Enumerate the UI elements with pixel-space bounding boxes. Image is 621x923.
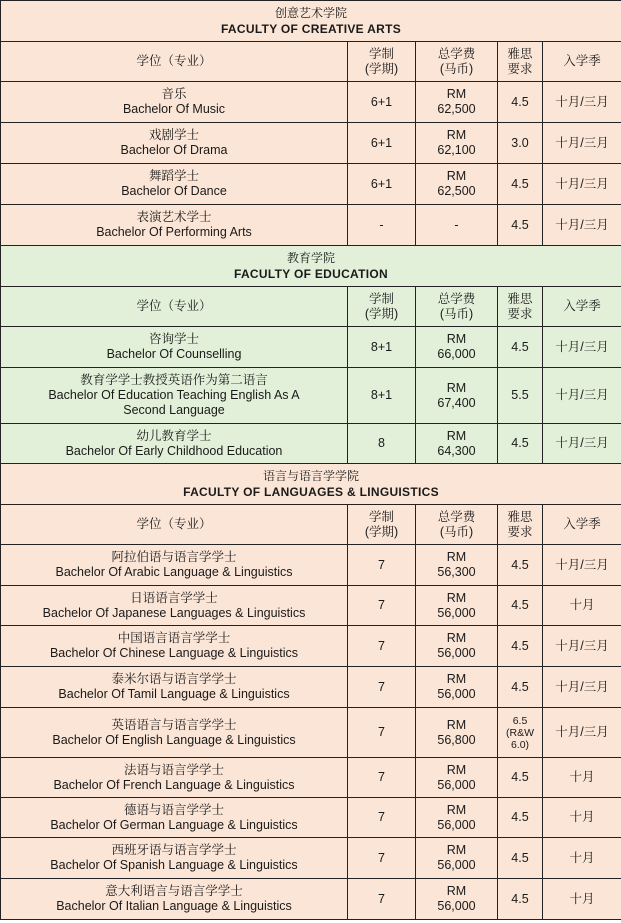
semesters-value: 7: [378, 557, 385, 572]
program-intake: [543, 545, 621, 586]
header-semesters: [348, 287, 416, 327]
program-row: [1, 586, 621, 626]
header-semesters: [348, 42, 416, 82]
fee-value: 62,500: [437, 184, 476, 198]
program-intake: [543, 708, 621, 758]
program-name-cn: 音乐: [161, 87, 187, 101]
fee-currency: RM: [446, 169, 467, 183]
program-name-cn: 意大利语言与语言学学士: [105, 884, 243, 898]
program-fee: [416, 626, 498, 667]
intake-value: 十月/三月: [555, 725, 609, 739]
program-name-cn: 教育学学士教授英语作为第二语言: [80, 373, 268, 387]
fee-currency: RM: [446, 550, 467, 564]
program-name-en: Bachelor Of Early Childhood Education: [65, 443, 283, 458]
program-row: [1, 667, 621, 708]
program-name-en: Bachelor Of Drama: [120, 143, 228, 157]
program-row: [1, 798, 621, 838]
program-name-cn: 英语语言与语言学学士: [111, 717, 237, 732]
program-row: [1, 424, 621, 464]
intake-value: 十月/三月: [555, 557, 609, 572]
intake-value: 十月: [569, 891, 595, 906]
program-ielts: [498, 205, 543, 246]
header-fee-line1: 总学费: [437, 509, 476, 524]
ielts-value: 4.5: [511, 850, 529, 865]
program-row: [1, 708, 621, 758]
program-intake: [543, 586, 621, 626]
faculty-title: [1, 1, 621, 42]
semesters-value: 7: [378, 679, 385, 694]
program-intake: [543, 879, 621, 920]
header-semesters-line2: (学期): [364, 524, 399, 539]
program-name-cn: 表演艺术学士: [136, 210, 212, 224]
program-intake: [543, 626, 621, 667]
ielts-value: (R&W: [506, 726, 534, 739]
program-name-cn: 西班牙语与语言学学士: [111, 843, 237, 857]
header-fee: [416, 505, 498, 545]
program-name-en: Bachelor Of Performing Arts: [96, 225, 252, 239]
program-intake: [543, 205, 621, 246]
program-ielts: [498, 626, 543, 667]
header-ielts-line1: 雅思: [507, 46, 533, 61]
faculty-title-cn: 创意艺术学院: [275, 6, 348, 20]
program-semesters: [348, 708, 416, 758]
ielts-value: 4.5: [511, 339, 529, 354]
fee-currency: RM: [446, 428, 467, 443]
header-semesters-line1: 学制: [368, 509, 394, 524]
header-ielts: [498, 287, 543, 327]
program-fee: [416, 424, 498, 464]
program-semesters: [348, 798, 416, 838]
intake-value: 十月/三月: [555, 679, 609, 694]
program-name: [1, 586, 348, 626]
program-row: [1, 879, 621, 920]
program-row: [1, 164, 621, 205]
faculty-title-row: [1, 246, 621, 287]
header-intake-label: 入学季: [563, 54, 601, 68]
program-name: [1, 758, 348, 798]
fee-currency: RM: [446, 332, 467, 346]
program-intake: [543, 758, 621, 798]
program-name-cn: 中国语言语言学学士: [117, 631, 231, 645]
faculty-title-en: FACULTY OF CREATIVE ARTS: [220, 22, 402, 36]
program-fee: [416, 545, 498, 586]
program-ielts: [498, 82, 543, 123]
ielts-value: 6.0): [510, 738, 530, 751]
fee-value: 56,300: [437, 565, 476, 579]
faculty-title-en: FACULTY OF EDUCATION: [234, 267, 388, 281]
fee-currency: RM: [446, 631, 467, 645]
header-fee-line2: (马币): [439, 524, 474, 539]
program-name: [1, 123, 348, 164]
ielts-value: 4.5: [511, 638, 529, 653]
header-fee-line1: 总学费: [437, 291, 476, 306]
intake-value: 十月/三月: [555, 94, 609, 109]
fee-currency: RM: [446, 672, 467, 686]
ielts-value: 4.5: [511, 94, 529, 109]
program-name-en: Bachelor Of Chinese Language & Linguistics: [49, 646, 299, 660]
program-row: [1, 205, 621, 246]
fee-value: 62,500: [437, 102, 476, 116]
program-ielts: [498, 758, 543, 798]
program-row: [1, 327, 621, 368]
program-fee: [416, 164, 498, 205]
program-name-cn: 幼儿教育学士: [136, 428, 212, 443]
program-ielts: [498, 368, 543, 424]
program-name-en: Bachelor Of French Language & Linguistics: [53, 777, 295, 792]
header-degree: [1, 505, 348, 545]
program-ielts: [498, 586, 543, 626]
program-fee: [416, 838, 498, 879]
ielts-value: 4.5: [511, 598, 529, 612]
program-row: [1, 123, 621, 164]
ielts-value: 3.0: [511, 135, 529, 150]
program-semesters: [348, 626, 416, 667]
program-row: [1, 368, 621, 424]
header-intake: [543, 42, 621, 82]
program-fee: [416, 123, 498, 164]
semesters-value: 8+1: [370, 339, 393, 354]
column-header-row: [1, 287, 621, 327]
intake-value: 十月/三月: [555, 388, 609, 402]
program-semesters: [348, 879, 416, 920]
intake-value: 十月/三月: [555, 135, 609, 150]
semesters-value: 7: [378, 850, 385, 865]
program-name-en: Bachelor Of Education Teaching English As A: [48, 388, 300, 402]
header-degree-label: 学位（专业）: [136, 517, 212, 531]
semesters-value: 6+1: [370, 176, 393, 191]
header-ielts-line1: 雅思: [507, 509, 533, 524]
fee-value: 67,400: [437, 395, 476, 410]
ielts-value: 4.5: [511, 679, 529, 694]
header-ielts-line2: 要求: [507, 61, 533, 76]
intake-value: 十月: [569, 770, 595, 784]
header-fee-line2: (马币): [439, 61, 474, 76]
fee-value: 56,000: [437, 646, 476, 660]
header-semesters: [348, 505, 416, 545]
program-name-en: Bachelor Of Japanese Languages & Linguistics: [42, 605, 306, 620]
fee-value: 64,300: [437, 443, 476, 458]
header-ielts-line2: 要求: [507, 524, 533, 539]
faculty-title-cn: 教育学院: [287, 251, 336, 265]
program-name-en: Bachelor Of English Language & Linguistics: [52, 732, 296, 747]
column-header-row: [1, 42, 621, 82]
program-fee: [416, 368, 498, 424]
ielts-value: 4.5: [511, 176, 529, 191]
faculty-title-row: [1, 464, 621, 505]
program-fee: [416, 82, 498, 123]
program-fee: [416, 667, 498, 708]
semesters-value: 7: [378, 891, 385, 906]
program-name-cn: 法语与语言学学士: [123, 762, 224, 777]
program-ielts: [498, 164, 543, 205]
header-semesters-line2: (学期): [364, 61, 399, 76]
program-semesters: [348, 327, 416, 368]
program-name-cn: 德语与语言学学士: [123, 802, 224, 817]
semesters-value: 7: [378, 810, 385, 824]
program-semesters: [348, 667, 416, 708]
header-ielts-line1: 雅思: [507, 291, 533, 306]
program-name-cn: 戏剧学士: [148, 128, 199, 142]
faculty-title-en: FACULTY OF LANGUAGES & LINGUISTICS: [183, 485, 439, 499]
fee-currency: RM: [446, 884, 467, 898]
semesters-value: 8+1: [370, 388, 393, 402]
header-degree: [1, 287, 348, 327]
fee-currency: RM: [446, 762, 467, 777]
fee-currency: RM: [446, 87, 467, 101]
intake-value: 十月/三月: [555, 638, 609, 653]
header-semesters-line2: (学期): [364, 306, 399, 321]
program-ielts: [498, 798, 543, 838]
program-ielts: [498, 123, 543, 164]
program-fee: [416, 708, 498, 758]
semesters-value: 7: [378, 638, 385, 653]
program-ielts: [498, 879, 543, 920]
fee-currency: -: [454, 217, 459, 232]
fee-value: 56,800: [437, 732, 476, 747]
header-intake-label: 入学季: [563, 299, 601, 313]
header-fee-line1: 总学费: [437, 46, 476, 61]
program-name-cn: 日语语言学学士: [130, 590, 218, 605]
program-name-en: Bachelor Of Spanish Language & Linguistics: [50, 858, 298, 872]
ielts-value: 5.5: [511, 388, 529, 402]
header-ielts-line2: 要求: [507, 306, 533, 321]
faculty-title: [1, 246, 621, 287]
program-name-cn: 泰米尔语与语言学学士: [111, 672, 237, 686]
semesters-value: 7: [378, 598, 385, 612]
header-degree-label: 学位（专业）: [136, 54, 212, 68]
program-semesters: [348, 164, 416, 205]
program-row: [1, 838, 621, 879]
semesters-value: 6+1: [370, 135, 393, 150]
header-ielts: [498, 505, 543, 545]
program-semesters: [348, 82, 416, 123]
header-degree-label: 学位（专业）: [136, 299, 212, 313]
program-row: [1, 758, 621, 798]
program-intake: [543, 82, 621, 123]
program-row: [1, 545, 621, 586]
program-intake: [543, 368, 621, 424]
header-degree: [1, 42, 348, 82]
program-row: [1, 82, 621, 123]
column-header-row: [1, 505, 621, 545]
ielts-value: 4.5: [511, 810, 529, 824]
program-intake: [543, 327, 621, 368]
header-fee: [416, 42, 498, 82]
header-fee: [416, 287, 498, 327]
program-name: [1, 545, 348, 586]
intake-value: 十月/三月: [555, 176, 609, 191]
program-semesters: [348, 586, 416, 626]
program-name: [1, 667, 348, 708]
fee-value: 66,000: [437, 347, 476, 361]
program-name: [1, 708, 348, 758]
program-name-en: Bachelor Of Italian Language & Linguistics: [56, 899, 292, 913]
program-name-cn: 舞蹈学士: [148, 169, 199, 183]
program-fee: [416, 879, 498, 920]
program-semesters: [348, 545, 416, 586]
program-name-en: Bachelor Of Dance: [121, 184, 227, 198]
program-name: [1, 424, 348, 464]
program-name: [1, 368, 348, 424]
program-name-en: Second Language: [123, 403, 225, 417]
program-semesters: [348, 123, 416, 164]
fee-currency: RM: [446, 843, 467, 857]
fee-value: 62,100: [437, 143, 476, 157]
program-name-en: Bachelor Of Tamil Language & Linguistics: [58, 687, 290, 701]
fee-currency: RM: [446, 590, 467, 605]
program-intake: [543, 123, 621, 164]
fee-value: 56,000: [437, 605, 476, 620]
program-fee: [416, 758, 498, 798]
header-semesters-line1: 学制: [368, 46, 394, 61]
fee-value: 56,000: [437, 858, 476, 872]
program-name-cn: 咨询学士: [148, 332, 199, 346]
program-name-en: Bachelor Of German Language & Linguistics: [50, 817, 298, 832]
ielts-value: 4.5: [511, 770, 529, 784]
intake-value: 十月/三月: [555, 217, 609, 232]
program-name: [1, 879, 348, 920]
program-ielts: [498, 838, 543, 879]
program-ielts: [498, 667, 543, 708]
program-intake: [543, 667, 621, 708]
program-ielts: [498, 545, 543, 586]
program-ielts: [498, 327, 543, 368]
program-intake: [543, 838, 621, 879]
program-name-en: Bachelor Of Music: [122, 102, 226, 116]
ielts-value: 4.5: [511, 557, 529, 572]
program-semesters: [348, 368, 416, 424]
program-ielts: [498, 424, 543, 464]
program-row: [1, 626, 621, 667]
intake-value: 十月: [569, 850, 595, 865]
semesters-value: 6+1: [370, 94, 393, 109]
program-fee: [416, 205, 498, 246]
program-name: [1, 164, 348, 205]
program-name-en: Bachelor Of Arabic Language & Linguistics: [55, 565, 293, 579]
program-intake: [543, 798, 621, 838]
semesters-value: 7: [378, 770, 385, 784]
program-fee: [416, 798, 498, 838]
fee-currency: RM: [446, 802, 467, 817]
program-semesters: [348, 838, 416, 879]
program-name-en: Bachelor Of Counselling: [106, 347, 242, 361]
program-name: [1, 82, 348, 123]
program-name: [1, 838, 348, 879]
program-name: [1, 205, 348, 246]
header-intake: [543, 505, 621, 545]
program-semesters: [348, 424, 416, 464]
program-semesters: [348, 758, 416, 798]
intake-value: 十月: [569, 810, 595, 824]
program-fee: [416, 327, 498, 368]
header-intake-label: 入学季: [563, 517, 601, 531]
semesters-value: 7: [378, 725, 385, 739]
program-name-cn: 阿拉伯语与语言学学士: [111, 550, 237, 564]
program-name: [1, 798, 348, 838]
intake-value: 十月/三月: [555, 339, 609, 354]
ielts-value: 6.5: [512, 714, 528, 727]
program-semesters: [348, 205, 416, 246]
fee-value: 56,000: [437, 899, 476, 913]
header-semesters-line1: 学制: [368, 291, 394, 306]
fee-currency: RM: [446, 128, 467, 142]
ielts-value: 4.5: [511, 891, 529, 906]
ielts-value: 4.5: [511, 217, 529, 232]
faculty-title-row: [1, 1, 621, 42]
faculty-title-cn: 语言与语言学学院: [263, 469, 360, 483]
program-name: [1, 327, 348, 368]
program-name: [1, 626, 348, 667]
program-fee: [416, 586, 498, 626]
fee-currency: RM: [446, 380, 467, 395]
program-intake: [543, 164, 621, 205]
fee-value: 56,000: [437, 687, 476, 701]
fee-value: 56,000: [437, 777, 476, 792]
program-ielts: [498, 708, 543, 758]
fee-currency: RM: [446, 717, 467, 732]
intake-value: 十月: [569, 598, 595, 612]
program-intake: [543, 424, 621, 464]
semesters-value: 8: [378, 436, 385, 450]
faculty-title: [1, 464, 621, 505]
header-ielts: [498, 42, 543, 82]
header-fee-line2: (马币): [439, 306, 474, 321]
header-intake: [543, 287, 621, 327]
semesters-value: -: [379, 217, 384, 232]
fee-value: 56,000: [437, 817, 476, 832]
ielts-value: 4.5: [511, 436, 529, 450]
intake-value: 十月/三月: [555, 436, 609, 450]
